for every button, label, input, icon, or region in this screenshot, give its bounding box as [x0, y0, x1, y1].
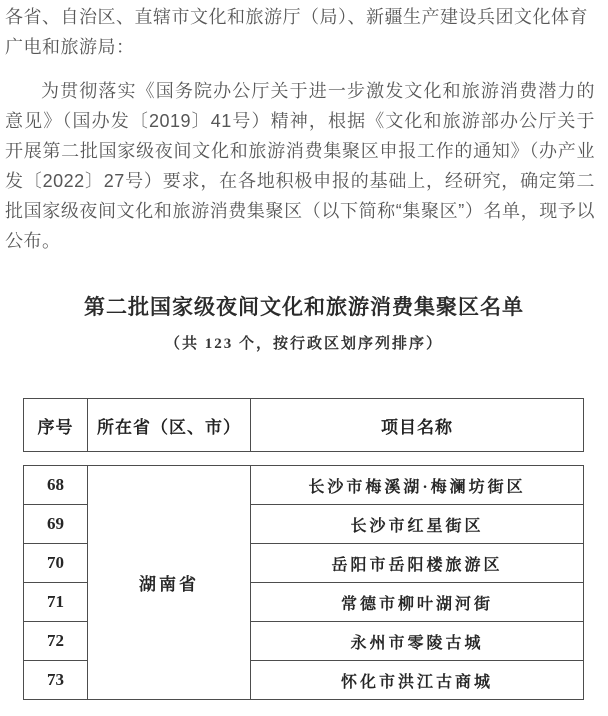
recipient-address: 各省、自治区、直辖市文化和旅游厅（局）、新疆生产建设兵团文化体育广电和旅游局： [5, 7, 588, 57]
row-number-cell: 68 [24, 466, 88, 505]
project-name-cell: 常德市柳叶湖河街 [251, 583, 584, 622]
header-cell-project: 项目名称 [251, 399, 584, 452]
list-title: 第二批国家级夜间文化和旅游消费集聚区名单 [84, 296, 524, 319]
header-cell-no: 序号 [24, 399, 88, 452]
row-number-cell: 72 [24, 622, 88, 661]
project-name-cell: 永州市零陵古城 [251, 622, 584, 661]
row-number-cell: 69 [24, 505, 88, 544]
body-paragraph: 为贯彻落实《国务院办公厅关于进一步激发文化和旅游消费潜力的意见》（国办发〔2019〕41号）精神，根据《文化和旅游部办公厅关于开展第二批国家级夜间文化和旅游消费集聚区申报工作的通知》（办产业发〔2022〕27号）要求，在各地积极申报的基础上，经研究，确定第二批国家级夜间文化和旅游消费集聚区（以下简称“集聚区”）名单，现予以公布。 [5, 81, 595, 251]
table-row [24, 466, 584, 505]
project-name-cell: 长沙市红星街区 [251, 505, 584, 544]
header-row [24, 399, 584, 452]
roster-header-table [23, 398, 584, 452]
project-name-cell: 长沙市梅溪湖·梅澜坊街区 [251, 466, 584, 505]
province-cell: 湖南省 [88, 466, 251, 700]
roster-body-table [23, 465, 584, 700]
project-name-cell: 怀化市洪江古商城 [251, 661, 584, 700]
list-subtitle: （共 123 个，按行政区划序列排序） [164, 336, 443, 352]
project-name-cell: 岳阳市岳阳楼旅游区 [251, 544, 584, 583]
header-cell-province: 所在省（区、市） [88, 399, 251, 452]
row-number-cell: 73 [24, 661, 88, 700]
row-number-cell: 70 [24, 544, 88, 583]
row-number-cell: 71 [24, 583, 88, 622]
